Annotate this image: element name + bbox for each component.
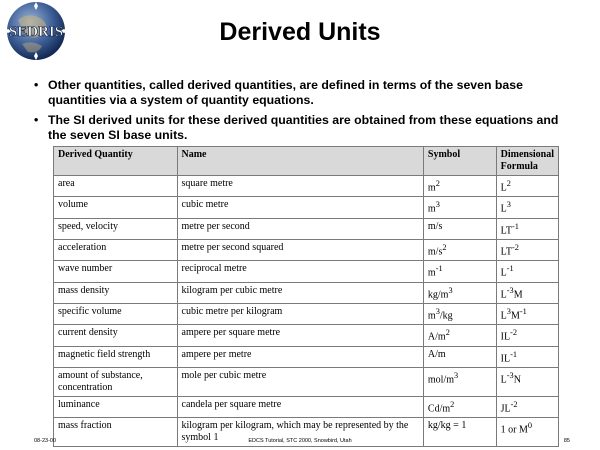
cell-derived-quantity: wave number (54, 261, 178, 282)
cell-derived-quantity: current density (54, 325, 178, 346)
cell-dimensional-formula: 1 or $M^0$ (496, 418, 558, 447)
cell-derived-quantity: area (54, 176, 178, 197)
bullet-item (34, 78, 574, 108)
cell-symbol: $kg/m^3$ (423, 282, 496, 303)
table-row (54, 218, 559, 239)
table-row (54, 282, 559, 303)
header-name: Name (177, 147, 423, 176)
cell-name: mole per cubic metre (177, 367, 423, 396)
derived-units-table (53, 146, 559, 447)
cell-derived-quantity: magnetic field strength (54, 346, 178, 367)
bullet-list (34, 78, 574, 148)
header-derived-quantity: Derived Quantity (54, 147, 178, 176)
cell-name: metre per second squared (177, 239, 423, 260)
table-row (54, 367, 559, 396)
cell-dimensional-formula: $LT^{-2}$ (496, 239, 558, 260)
cell-derived-quantity: luminance (54, 396, 178, 417)
table-row (54, 261, 559, 282)
table-row (54, 325, 559, 346)
cell-derived-quantity: specific volume (54, 303, 178, 324)
cell-name: candela per square metre (177, 396, 423, 417)
cell-derived-quantity: mass fraction (54, 418, 178, 447)
header-symbol: Symbol (423, 147, 496, 176)
cell-dimensional-formula: $L^{-3}N$ (496, 367, 558, 396)
bullet-dot-icon: • (34, 113, 39, 127)
cell-dimensional-formula: $L^3$ (496, 197, 558, 218)
cell-symbol: $m^{-1}$ (423, 261, 496, 282)
cell-symbol: m/s (423, 218, 496, 239)
table-row (54, 197, 559, 218)
cell-dimensional-formula: $L^2$ (496, 176, 558, 197)
cell-name: kilogram per cubic metre (177, 282, 423, 303)
cell-symbol: $m^3/kg$ (423, 303, 496, 324)
table-row (54, 239, 559, 260)
footer-page-number: 85 (563, 438, 570, 444)
cell-dimensional-formula: $L^{-3}M$ (496, 282, 558, 303)
cell-name: kilogram per kilogram, which may be represented by the symbol 1 (177, 418, 423, 447)
table-header-row (54, 147, 559, 176)
cell-dimensional-formula: $JL^{-2}$ (496, 396, 558, 417)
cell-symbol: $m^3$ (423, 197, 496, 218)
cell-symbol: A/m (423, 346, 496, 367)
cell-dimensional-formula: $L^{-1}$ (496, 261, 558, 282)
footer-center: EDCS Tutorial, STC 2000, Snowbird, Utah (248, 438, 352, 444)
cell-symbol: $Cd/m^2$ (423, 396, 496, 417)
footer-date: 08-23-00 (34, 438, 57, 444)
bullet-dot-icon: • (34, 78, 39, 92)
cell-derived-quantity: speed, velocity (54, 218, 178, 239)
cell-name: ampere per metre (177, 346, 423, 367)
header-dimensional-formula: Dimensional Formula (496, 147, 558, 176)
table-row (54, 303, 559, 324)
cell-symbol: mol/$m^3$ (423, 367, 496, 396)
cell-derived-quantity: mass density (54, 282, 178, 303)
cell-symbol: kg/kg = 1 (423, 418, 496, 447)
table-row (54, 176, 559, 197)
cell-name: cubic metre (177, 197, 423, 218)
cell-dimensional-formula: $L^3M^{-1}$ (496, 303, 558, 324)
cell-symbol: $m/s^2$ (423, 239, 496, 260)
table-row (54, 396, 559, 417)
logo-text: SEDRIS (8, 24, 64, 40)
cell-name: metre per second (177, 218, 423, 239)
cell-name: reciprocal metre (177, 261, 423, 282)
cell-symbol: $m^2$ (423, 176, 496, 197)
cell-name: cubic metre per kilogram (177, 303, 423, 324)
cell-derived-quantity: acceleration (54, 239, 178, 260)
cell-derived-quantity: amount of substance, concentration (54, 367, 178, 396)
cell-dimensional-formula: $IL^{-1}$ (496, 346, 558, 367)
bullet-text: Other quantities, called derived quantities, are defined in terms of the seven base quantities via a system of quantity equations. (48, 78, 523, 107)
cell-dimensional-formula: $IL^{-2}$ (496, 325, 558, 346)
table-body (54, 176, 559, 447)
bullet-text: The SI derived units for these derived quantities are obtained from these equations and the seven SI base units. (48, 113, 559, 142)
bullet-item (34, 113, 574, 143)
cell-symbol: $A/m^2$ (423, 325, 496, 346)
slide-title: Derived Units (219, 18, 381, 46)
cell-dimensional-formula: $LT^{-1}$ (496, 218, 558, 239)
cell-name: square metre (177, 176, 423, 197)
cell-derived-quantity: volume (54, 197, 178, 218)
table-row (54, 346, 559, 367)
cell-name: ampere per square metre (177, 325, 423, 346)
